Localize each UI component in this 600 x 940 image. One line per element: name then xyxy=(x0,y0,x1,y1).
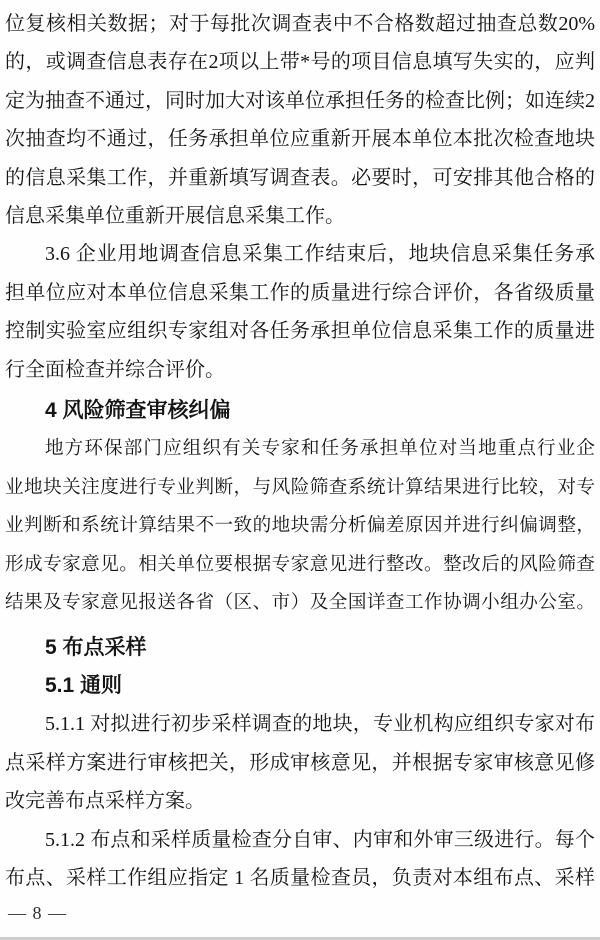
text-line: 信息采集单位重新开展信息采集工作。 xyxy=(5,205,345,228)
text-line: 控制实验室应组织专家组对各任务承担单位信息采集工作的质量进 xyxy=(5,320,595,343)
text-line-section-5-1-2: 5.1.2 布点和采样质量检查分自审、内审和外审三级进行。每个 xyxy=(45,828,595,851)
heading-section-5-1: 5.1 通则 xyxy=(45,673,123,697)
text-line: 行全面检查并综合评价。 xyxy=(5,358,225,381)
text-line: 结果及专家意见报送各省（区、市）及全国详查工作协调小组办公室。 xyxy=(5,592,595,614)
heading-section-5: 5 布点采样 xyxy=(45,635,147,659)
text-line: 改完善布点采样方案。 xyxy=(5,790,205,813)
text-line: 的，或调查信息表存在2项以上带*号的项目信息填写失实的，应判 xyxy=(5,51,595,74)
text-line: 定为抽查不通过，同时加大对该单位承担任务的检查比例；如连续2 xyxy=(5,89,595,112)
text-line: 形成专家意见。相关单位要根据专家意见进行整改。整改后的风险筛查 xyxy=(5,553,595,575)
text-line: 业判断和系统计算结果不一致的地块需分析偏差原因并进行纠偏调整， xyxy=(5,515,595,537)
text-line: 点采样方案进行审核把关，形成审核意见，并根据专家审核意见修 xyxy=(5,751,595,774)
text-line-section-3-6: 3.6 企业用地调查信息采集工作结束后，地块信息采集任务承 xyxy=(45,243,595,266)
text-line: 布点、采样工作组应指定 1 名质量检查员，负责对本组布点、采样 xyxy=(5,866,595,889)
heading-section-4: 4 风险筛查审核纠偏 xyxy=(45,399,231,423)
text-line: 担单位应对本单位信息采集工作的质量进行综合评价，各省级质量 xyxy=(5,281,595,304)
document-body xyxy=(5,5,595,897)
page-number: — 8 — xyxy=(8,903,67,923)
text-line: 的信息采集工作，并重新填写调查表。必要时，可安排其他合格的 xyxy=(5,166,595,189)
text-line: 地方环保部门应组织有关专家和任务承担单位对当地重点行业企 xyxy=(45,438,595,460)
text-line: 业地块关注度进行专业判断，与风险筛查系统计算结果进行比较，对专 xyxy=(5,476,595,498)
text-line: 次抽查均不通过，任务承担单位应重新开展本单位本批次检查地块 xyxy=(5,128,595,151)
text-line: 位复核相关数据；对于每批次调查表中不合格数超过抽查总数20% xyxy=(5,13,595,35)
text-line-section-5-1-1: 5.1.1 对拟进行初步采样调查的地块，专业机构应组织专家对布 xyxy=(45,713,595,736)
